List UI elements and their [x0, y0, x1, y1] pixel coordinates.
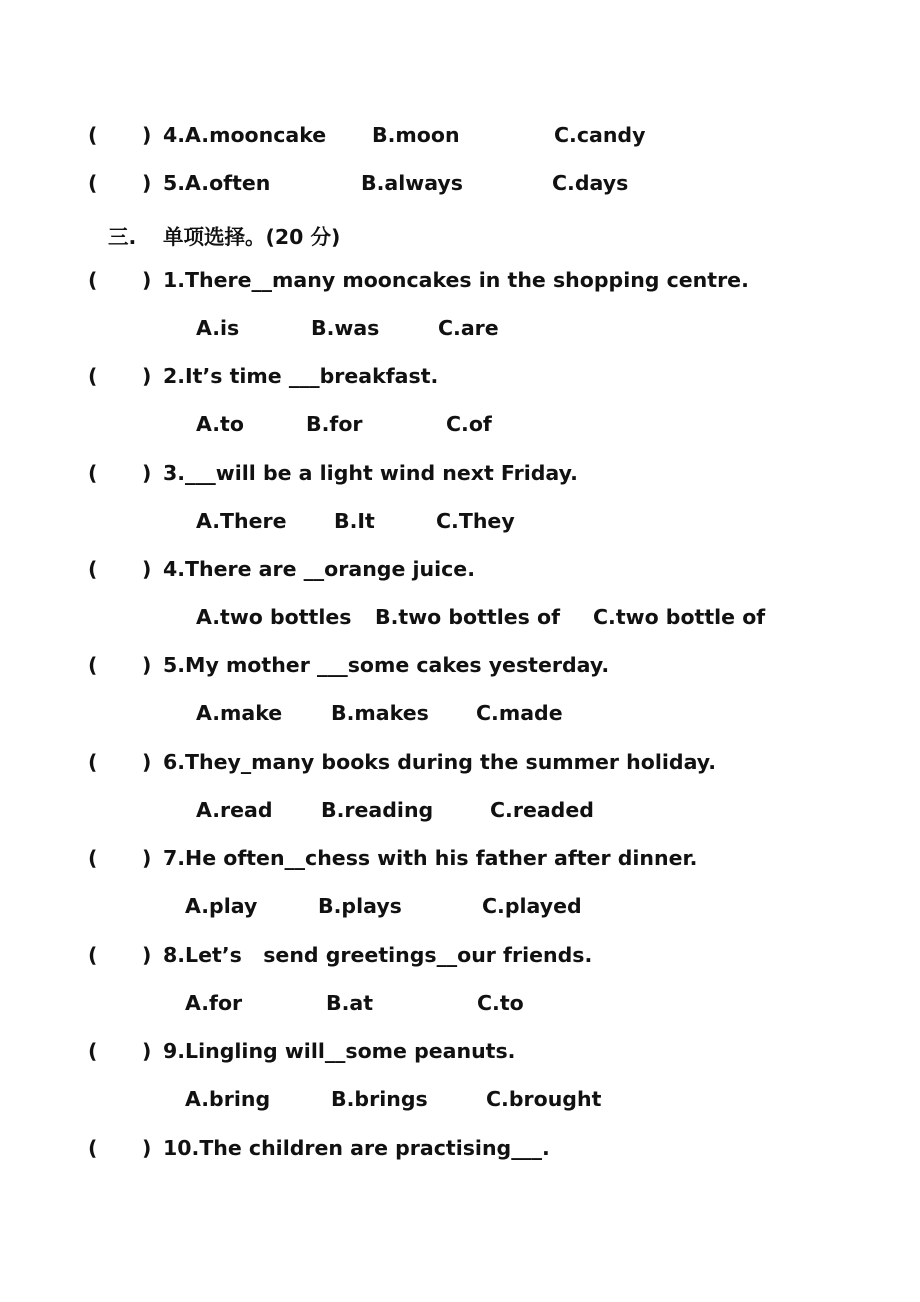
answer-paren-open: ( — [88, 1136, 98, 1160]
option-b: B.reading — [321, 798, 434, 822]
option-b: B.at — [326, 991, 374, 1015]
answer-paren-open: ( — [88, 846, 98, 870]
question-text: 4.There are __orange juice. — [163, 557, 475, 581]
section-title: 单项选择。(20 分) — [163, 225, 341, 249]
option-c: C.brought — [486, 1087, 602, 1111]
answer-paren-open: ( — [88, 123, 98, 147]
question-text: 7.He often__chess with his father after dinner. — [163, 846, 698, 870]
option-c: C.of — [446, 412, 492, 436]
answer-paren-close: ) — [142, 846, 152, 870]
option-b: B.always — [361, 171, 463, 195]
answer-paren-close: ) — [142, 461, 152, 485]
answer-paren-open: ( — [88, 268, 98, 292]
question-text: 8.Let’s send greetings__our friends. — [163, 943, 593, 967]
answer-paren-open: ( — [88, 557, 98, 581]
answer-paren-close: ) — [142, 171, 152, 195]
answer-paren-close: ) — [142, 268, 152, 292]
answer-paren-close: ) — [142, 557, 152, 581]
answer-paren-close: ) — [142, 943, 152, 967]
option-a: 4.A.mooncake — [163, 123, 327, 147]
option-a: A.play — [185, 894, 258, 918]
option-b: B.makes — [331, 701, 429, 725]
answer-paren-close: ) — [142, 1039, 152, 1063]
option-c: C.are — [438, 316, 499, 340]
answer-paren-close: ) — [142, 1136, 152, 1160]
answer-paren-open: ( — [88, 364, 98, 388]
option-c: C.candy — [554, 123, 646, 147]
answer-paren-close: ) — [142, 750, 152, 774]
option-c: C.days — [552, 171, 629, 195]
answer-paren-open: ( — [88, 1039, 98, 1063]
question-text: 9.Lingling will__some peanuts. — [163, 1039, 516, 1063]
answer-paren-close: ) — [142, 653, 152, 677]
option-b: B.was — [311, 316, 380, 340]
question-text: 5.My mother ___some cakes yesterday. — [163, 653, 610, 677]
answer-paren-open: ( — [88, 653, 98, 677]
question-text: 3.___will be a light wind next Friday. — [163, 461, 578, 485]
answer-paren-close: ) — [142, 364, 152, 388]
option-a: A.make — [196, 701, 283, 725]
answer-paren-open: ( — [88, 943, 98, 967]
option-a: A.for — [185, 991, 243, 1015]
option-a: 5.A.often — [163, 171, 271, 195]
question-text: 6.They_many books during the summer holiday. — [163, 750, 717, 774]
option-c: C.to — [477, 991, 524, 1015]
answer-paren-open: ( — [88, 750, 98, 774]
option-a: A.to — [196, 412, 244, 436]
question-text: 1.There__many mooncakes in the shopping centre. — [163, 268, 749, 292]
answer-paren-close: ) — [142, 123, 152, 147]
option-c: C.played — [482, 894, 582, 918]
option-b: B.brings — [331, 1087, 428, 1111]
question-text: 2.It’s time ___breakfast. — [163, 364, 439, 388]
option-c: C.made — [476, 701, 563, 725]
option-a: A.two bottles — [196, 605, 352, 629]
section-number: 三. — [108, 225, 137, 249]
answer-paren-open: ( — [88, 171, 98, 195]
option-a: A.bring — [185, 1087, 271, 1111]
option-b: B.plays — [318, 894, 402, 918]
answer-paren-open: ( — [88, 461, 98, 485]
option-c: C.readed — [490, 798, 594, 822]
option-c: C.two bottle of — [593, 605, 766, 629]
option-a: A.read — [196, 798, 273, 822]
option-a: A.There — [196, 509, 287, 533]
question-text: 10.The children are practising___. — [163, 1136, 550, 1160]
option-b: B.moon — [372, 123, 460, 147]
option-c: C.They — [436, 509, 515, 533]
option-b: B.It — [334, 509, 375, 533]
option-a: A.is — [196, 316, 240, 340]
option-b: B.two bottles of — [375, 605, 561, 629]
option-b: B.for — [306, 412, 363, 436]
